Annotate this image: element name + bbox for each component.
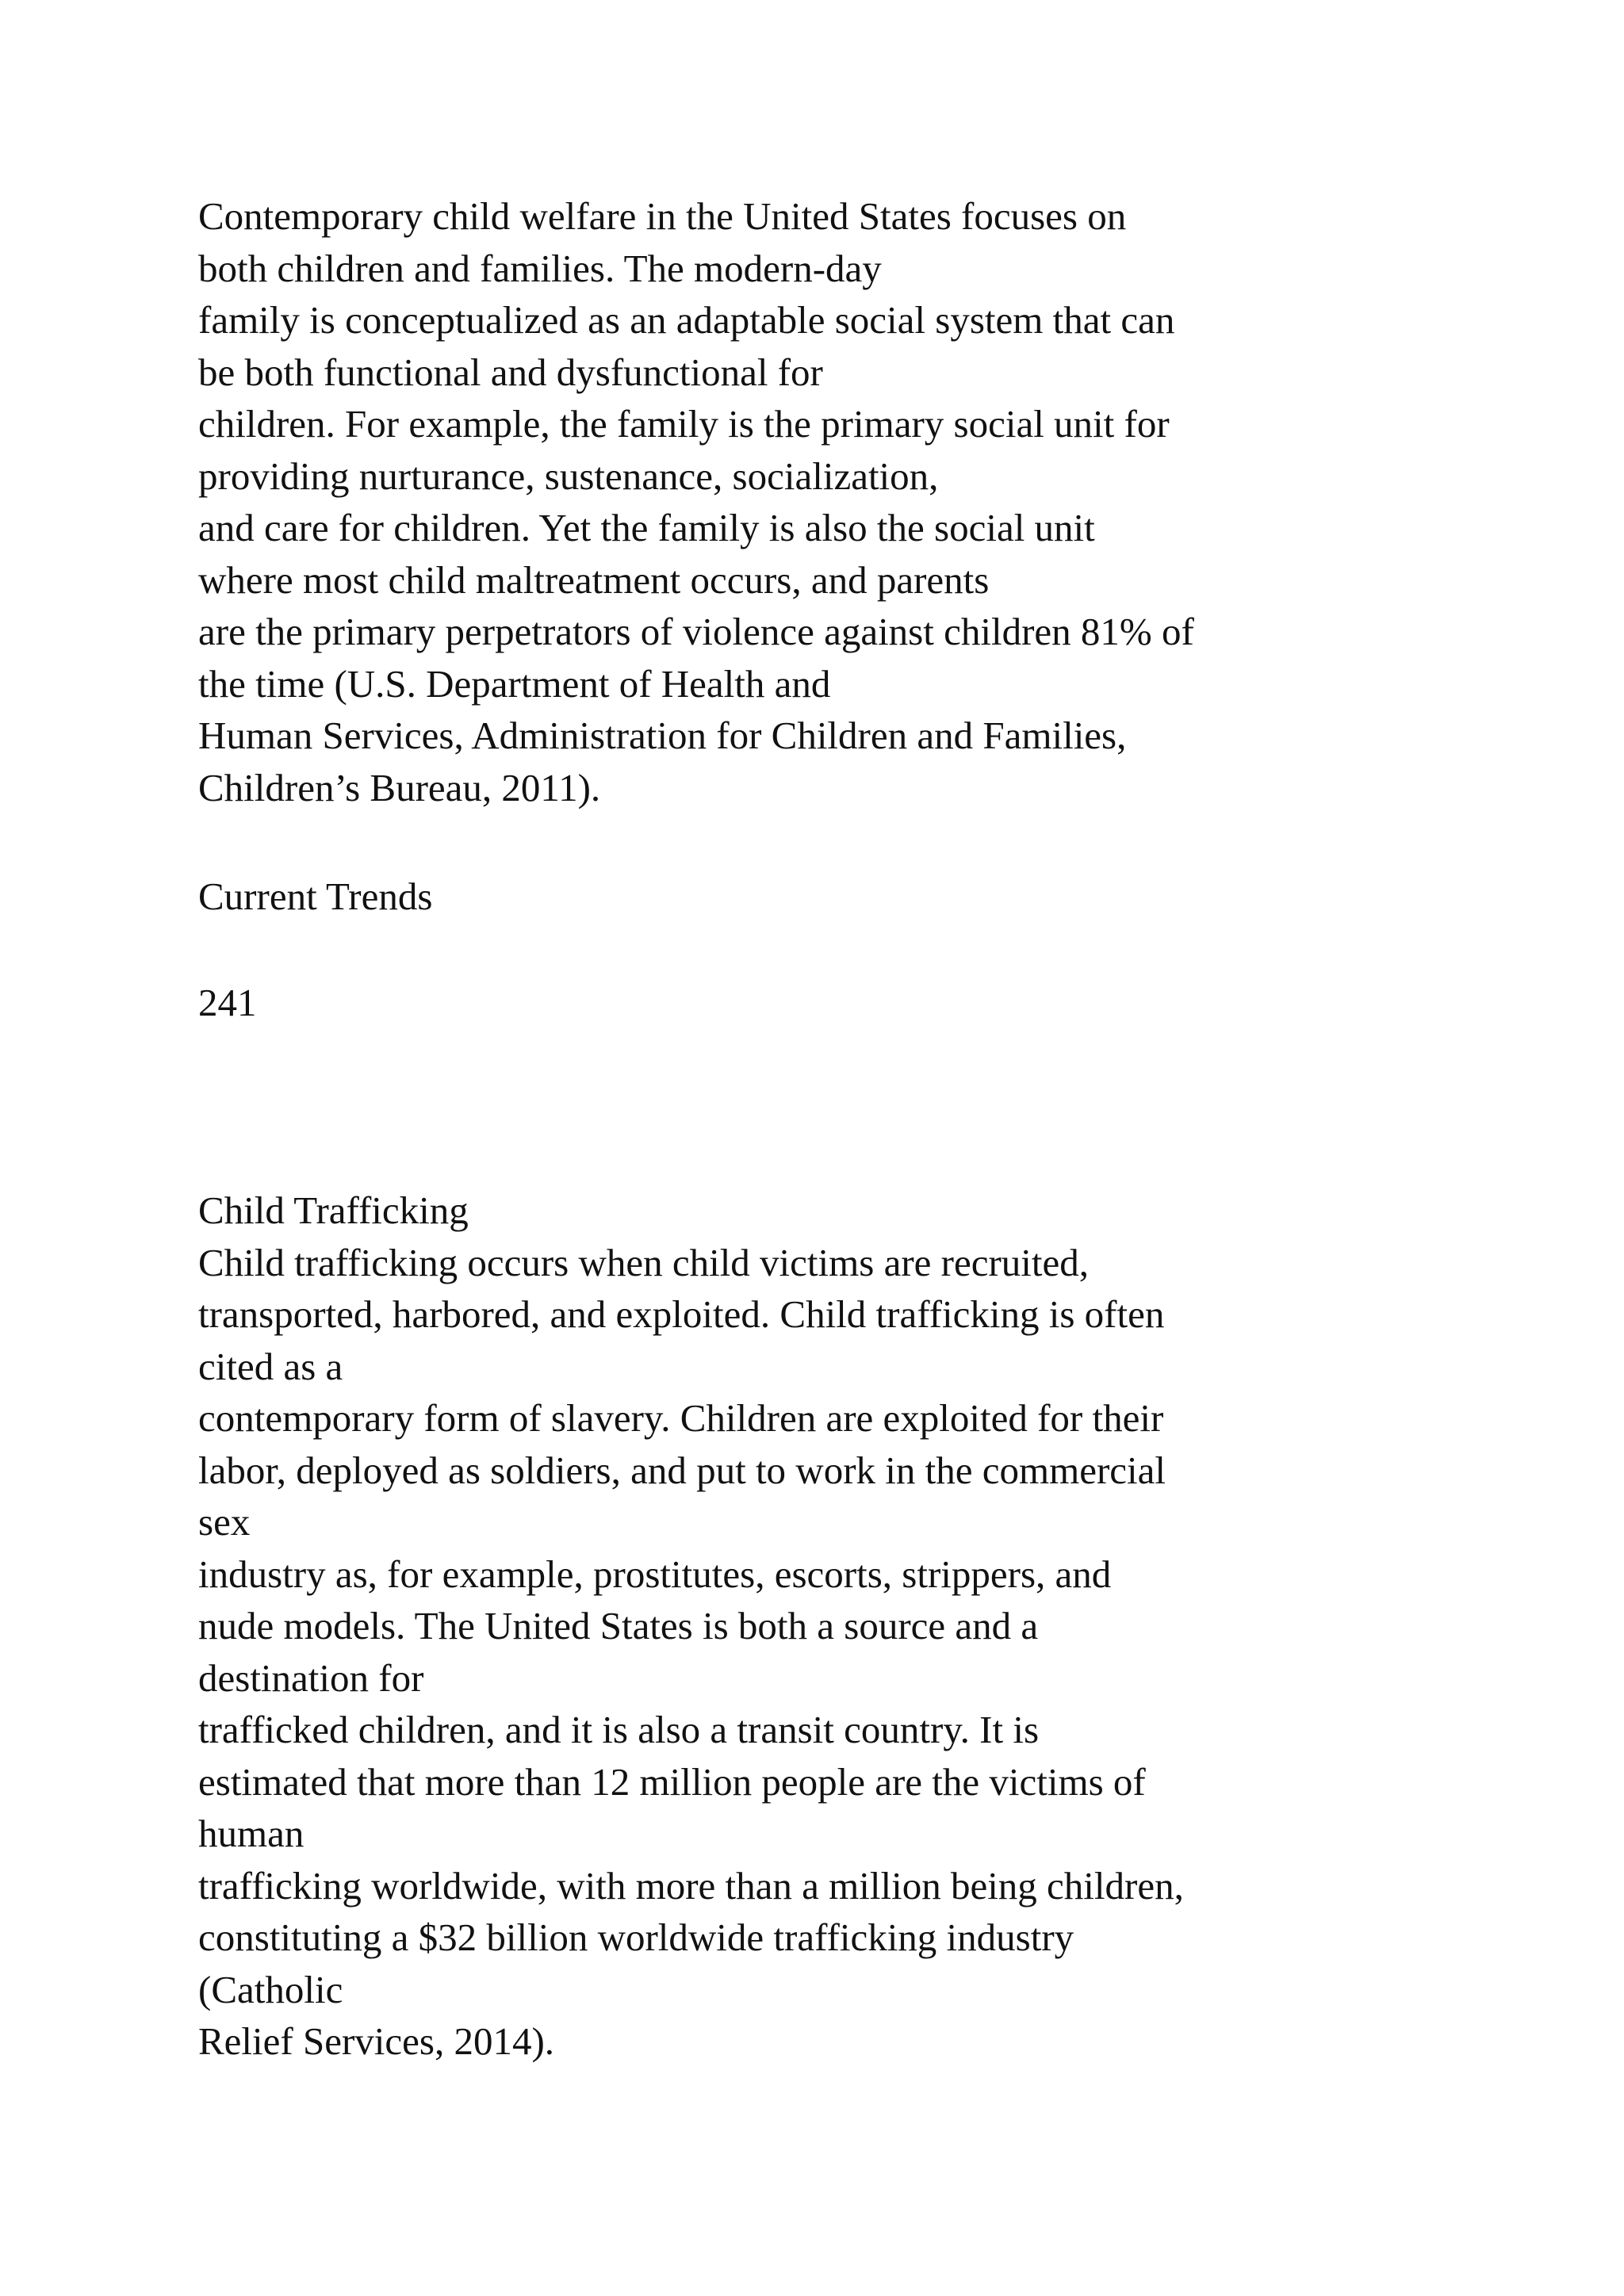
running-header [198, 871, 1594, 923]
running-header-text: Current Trends [198, 874, 433, 918]
text-line: industry as, for example, prostitutes, escorts, strippers, and [198, 1552, 1112, 1596]
text-line: are the primary perpetrators of violence against children 81% of [198, 610, 1194, 653]
text-line: (Catholic [198, 1967, 343, 2011]
text-line: family is conceptualized as an adaptable social system that can [198, 298, 1175, 342]
text-line: nude models. The United States is both a source and a [198, 1604, 1039, 1647]
paragraph-child-welfare [198, 190, 1594, 813]
text-line: trafficking worldwide, with more than a million being children, [198, 1863, 1184, 1908]
text-line: human [198, 1812, 304, 1855]
text-line: where most child maltreatment occurs, and parents [198, 557, 990, 602]
text-line: be both functional and dysfunctional for [198, 350, 823, 394]
text-line: Relief Services, 2014). [198, 2019, 555, 2063]
page-number-text: 241 [198, 981, 257, 1024]
text-line: estimated that more than 12 million people are the victims of [198, 1759, 1146, 1804]
section-child-trafficking [198, 1184, 1594, 2068]
text-line: Human Services, Administration for Children and Families, [198, 714, 1127, 757]
text-line: trafficked children, and it is also a transit country. It is [198, 1708, 1040, 1751]
text-line: labor, deployed as soldiers, and put to work in the commercial [198, 1448, 1166, 1492]
text-line: and care for children. Yet the family is also the social unit [198, 506, 1095, 549]
text-line: destination for [198, 1655, 424, 1700]
text-line: both children and families. The modern-day [198, 246, 882, 290]
text-line: Children’s Bureau, 2011). [198, 765, 601, 809]
text-line: the time (U.S. Department of Health and [198, 661, 831, 706]
text-line: Child trafficking occurs when child victims are recruited, [198, 1240, 1090, 1284]
text-line: Contemporary child welfare in the United States focuses on [198, 194, 1127, 238]
text-line: providing nurturance, sustenance, socialization, [198, 453, 939, 498]
text-line: contemporary form of slavery. Children are exploited for their [198, 1396, 1164, 1440]
text-line: sex [198, 1500, 251, 1544]
text-line: constituting a $32 billion worldwide trafficking industry [198, 1915, 1074, 1959]
text-line: transported, harbored, and exploited. Child trafficking is often [198, 1292, 1165, 1336]
page-number [198, 977, 1594, 1029]
text-line: cited as a [198, 1344, 343, 1388]
text-line: children. For example, the family is the primary social unit for [198, 402, 1170, 446]
section-heading: Child Trafficking [198, 1188, 469, 1232]
